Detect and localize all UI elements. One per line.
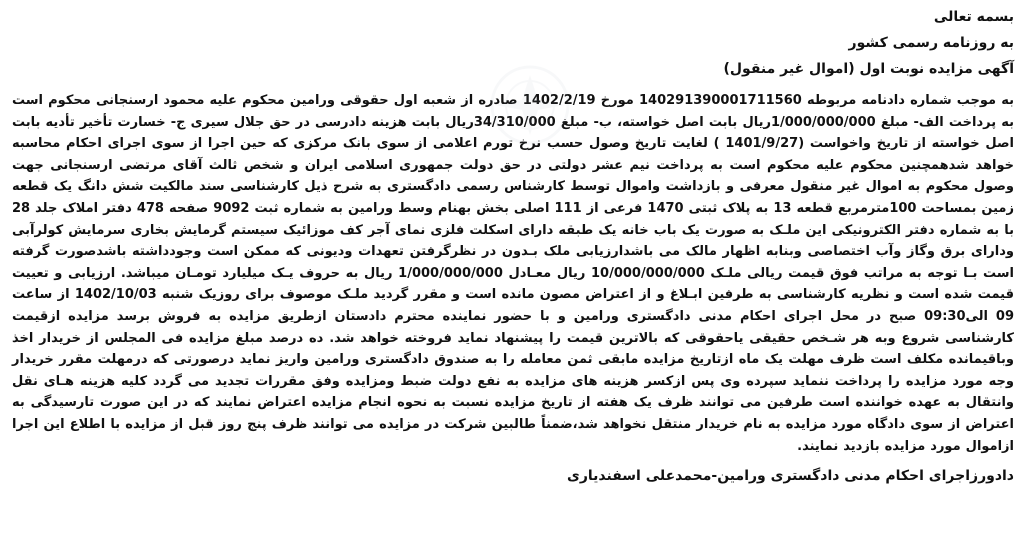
notice-title: آگهی مزایده نوبت اول (اموال غیر منقول): [723, 61, 1014, 77]
notice-body-text: به موجب شماره دادنامه مربوطه 14029139000171156‎0 مورخ 1402/2/19 صادره از شعبه اول حقوقی ورامین محکوم علیه محمود ارسنجانی محکوم است به پرداخت الف- مبلغ 1/000/000/000ریال بابت اصل خواسته، ب- مبلغ 34/310/000ریال بابت هزینه دادرسی در حق جلال سیری ج- خسارت تأخیر تأدیه بابت اصل خواسته از تاریخ واخواست (1401/9/27 ) لغایت تاریخ وصول حسب نرخ تورم اعلامی از سوی بانک مرکزی که حین اجرا از سوی اجرای احکام محاسبه خواهد شدهمچنین محکوم علیه محکوم است به پرداخت نیم عشر دولتی در حق دولت جمهوری اسلامی ایران و شخص ثالث آقای مرتضی ارسنجانی جهت وصول محکوم به اموال غیر منقول معرفی و بازداشت واموال توسط کارشناس رسمی دادگستری به شرح ذیل کارشناسی سند مالکیت شش دانگ یک قطعه زمین بمساحت 100مترمربع قطعه 13 به پلاک ثبتی 1470 فرعی از 111 اصلی بخش بهنام وسط ورامین به شماره ثبت 9092 صفحه 478 دفتر املاک جلد 28 با به شماره دفتر الکترونیکی این ملـک به صورت یک باب خانه یک طبقه دارای اسکلت فلزی نمای آجر کف موزائیک سیستم گرمایش بخاری سرمایش کولرآبی ودارای برق وگاز وآب اختصاصی وبنابه اظهار مالک می باشدارزیابی ملک بـدون در نظرگرفتن تعهدات ودیونی که ممکن است وجودداشته باشدصورت گرفته است بـا توجه به مراتب فوق قیمت ریالی ملـک 10/000/000/000 ریال معـادل 1/000/000/000 ریال به حروف یـک میلیارد تومـان میباشد. ارزیابی و تعییت قیمت شده است و نظریه کارشناسی به طرفین ابـلاغ و از اعتراض مصون مانده است و مقرر گردید ملـک موصوف برای روزیک شنبه 1402/10/03 از ساعت 09 الی09:30 صبح در محل اجرای احکام مدنی دادگستری ورامین و با حضور نماینده محترم دادستان ازطریق مزایده به فروش برسد مزایده ازقیمت کارشناسی شروع وبه هر شـخص حقیقی یاحقوقی که بالاترین قیمت را پیشنهاد نماید فروخته خواهد شد. ده درصد مبلغ مزایده فی المجلس از خریدار اخذ وباقیمانده مکلف است ظرف مهلت یک ماه ازتاریخ مزایده مابقی ثمن معامله را به صندوق دادگستری ورامین واریز نماید درصورتی که درمهلت مقرر خریدار وجه مورد مزایده را پرداخت ننماید سپرده وی پس ازکسر هزینه های مزایده به نفع دولت ضبط ومزایده وفق مقررات تجدید می گردد کلیه هزینه هـای نقل وانتقال به عهده خواننده است طرفین می توانند ظرف یک هفته از تاریخ مزایده نسبت به نحوه انجام مزایده اعتراض نمایند که در این صورت تارسیدگی به اعتراض از سوی دادگاه مورد مزایده به نام خریدار منتقل نخواهد شد،ضمناً طالبین شرکت در مزایده می توانند ظرف پنج روز قبل از مزایده با اطلاع این اجرا ازاموال مورد مزایده بازدید نمایند.: [12, 93, 1015, 454]
signature-line: دادورزاجرای احکام مدنی دادگستری ورامین-محمدعلی اسفندیاری: [567, 468, 1014, 485]
recipient-heading: به روزنامه رسمی کشور: [848, 35, 1014, 51]
invocation-heading: بسمه تعالی: [933, 9, 1014, 25]
